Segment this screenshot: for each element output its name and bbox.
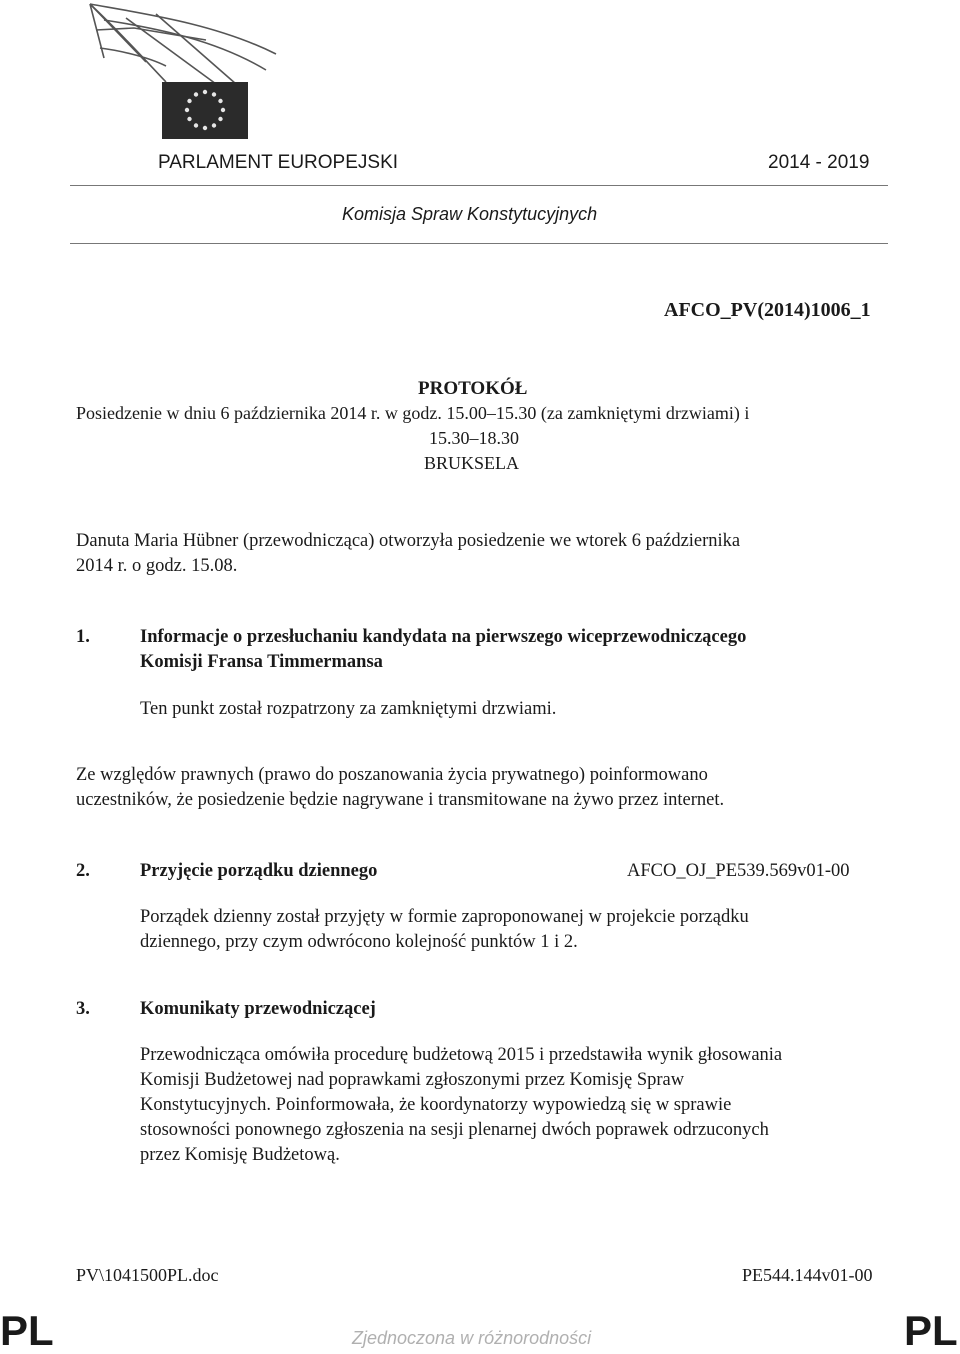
committee-name: Komisja Spraw Konstytucyjnych [342, 204, 598, 224]
document-title: PROTOKÓŁ [418, 378, 528, 399]
item-1-number: 1. [76, 627, 90, 647]
item-3-body-line2: Komisji Budżetowej nad poprawkami zgłoszonymi przez Komisję Spraw [140, 1070, 685, 1090]
item-1-title-line2: Komisji Fransa Timmermansa [140, 652, 383, 672]
item-1-title-line1: Informacje o przesłuchaniu kandydata na pierwszego wiceprzewodniczącego [140, 627, 747, 647]
meeting-date-line2: 15.30–18.30 [429, 428, 519, 448]
item-2-number: 2. [76, 861, 90, 881]
parliamentary-term: 2014 - 2019 [768, 152, 870, 173]
item-3-body-line1: Przewodnicząca omówiła procedurę budżetową 2015 i przedstawiła wynik głosowania [140, 1045, 783, 1065]
european-parliament-logo-icon [86, 0, 286, 145]
item-3-title: Komunikaty przewodniczącej [140, 999, 376, 1019]
item-3-body-line4: stosowności ponownego zgłoszenia na sesji plenarnej dwóch poprawek odrzuconych [140, 1120, 769, 1140]
footer-file-reference: PV\1041500PL.doc [76, 1265, 219, 1285]
footer-pe-reference: PE544.144v01-00 [742, 1265, 873, 1285]
opening-line2: 2014 r. o godz. 15.08. [76, 556, 238, 576]
item-1-body-line1: Ten punkt został rozpatrzony za zamkniętymi drzwiami. [140, 699, 557, 719]
item-2-title: Przyjęcie porządku dziennego [140, 861, 378, 881]
legal-note-line2: uczestników, że posiedzenie będzie nagrywane i transmitowane na żywo przez internet. [76, 790, 725, 810]
item-3-body-line3: Konstytucyjnych. Poinformowała, że koordynatorzy wypowiedzą się w sprawie [140, 1095, 732, 1115]
item-2-body-line1: Porządek dzienny został przyjęty w formie zaproponowanej w projekcie porządku [140, 907, 749, 927]
header-divider-top [70, 185, 888, 186]
footer-motto: Zjednoczona w różnorodności [352, 1328, 592, 1348]
item-2-body-line2: dziennego, przy czym odwrócono kolejność punktów 1 i 2. [140, 932, 578, 952]
item-3-number: 3. [76, 999, 90, 1019]
meeting-date-line1: Posiedzenie w dniu 6 października 2014 r. w godz. 15.00–15.30 (za zamkniętymi drzwiami) i [76, 403, 750, 423]
meeting-location: BRUKSELA [424, 453, 520, 473]
document-reference: AFCO_PV(2014)1006_1 [664, 299, 871, 321]
legal-note-line1: Ze względów prawnych (prawo do poszanowania życia prywatnego) poinformowano [76, 765, 708, 785]
footer-language-code-right: PL [904, 1307, 958, 1354]
item-2-reference: AFCO_OJ_PE539.569v01-00 [627, 861, 850, 881]
header-divider-bottom [70, 243, 888, 244]
footer-language-code-left: PL [0, 1307, 54, 1354]
opening-line1: Danuta Maria Hübner (przewodnicząca) otworzyła posiedzenie we wtorek 6 października [76, 531, 741, 551]
institution-name: PARLAMENT EUROPEJSKI [158, 152, 399, 173]
item-3-body-line5: przez Komisję Budżetową. [140, 1145, 340, 1165]
